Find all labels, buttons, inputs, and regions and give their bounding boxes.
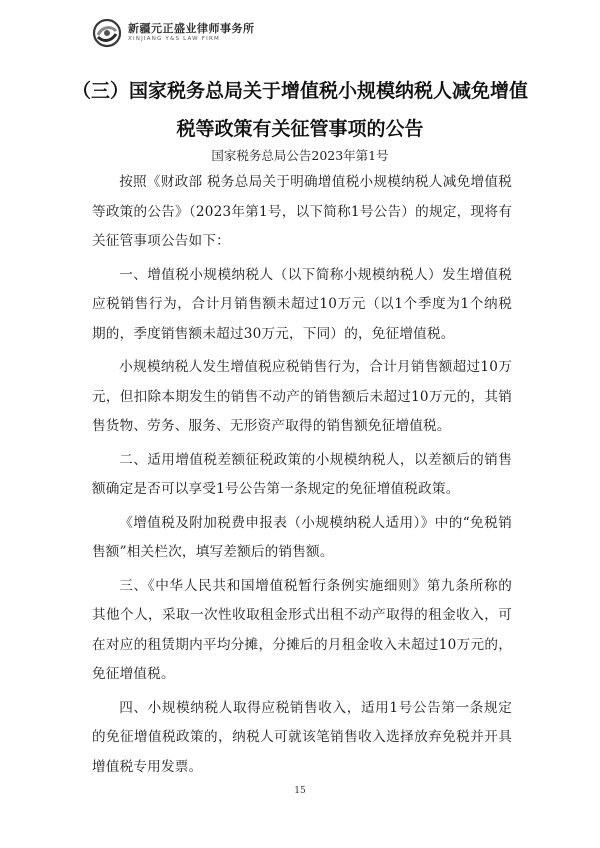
paragraph-item-1: 一、增值税小规模纳税人（以下简称小规模纳税人）发生增值税应税销售行为，合计月销售额未超过10万元（以1个季度为1个纳税期的，季度销售额未超过30万元，下同）的，免征增值税。 xyxy=(92,266,512,342)
page-number: 15 xyxy=(294,786,306,796)
firm-header xyxy=(92,16,255,50)
firm-logo-icon xyxy=(92,18,122,48)
firm-name-en: XINJIANG Y&S LAW FIRM xyxy=(128,36,220,43)
issuer-line: 国家税务总局公告2023年第1号 xyxy=(211,148,389,163)
paragraph-item-2: 二、适用增值税差额征税政策的小规模纳税人，以差额后的销售额确定是否可以享受1号公告第一条规定的免征增值税政策。 xyxy=(92,451,512,497)
paragraph-item-4: 四、小规模纳税人取得应税销售收入，适用1号公告第一条规定的免征增值税政策的，纳税人可就该笔销售收入选择放弃免税并开具增值税专用发票。 xyxy=(92,699,512,775)
paragraph-item-3: 三、《中华人民共和国增值税暂行条例实施细则》第九条所称的其他个人，采取一次性收取租金形式出租不动产取得的租金收入，可在对应的租赁期内平均分摊，分摊后的月租金收入未超过10万元的，免征增值税。 xyxy=(92,577,512,682)
document-title: （三）国家税务总局关于增值税小规模纳税人减免增值税等政策有关征管事项的公告 xyxy=(71,80,528,140)
paragraph-item-1-supplement: 小规模纳税人发生增值税应税销售行为，合计月销售额超过10万元，但扣除本期发生的销售不动产的销售额后未超过10万元的，其销售货物、劳务、服务、无形资产取得的销售额免征增值税。 xyxy=(92,359,512,434)
firm-name-block xyxy=(128,23,255,43)
paragraph-intro: 按照《财政部 税务总局关于明确增值税小规模纳税人减免增值税等政策的公告》（2023年第1号，以下简称1号公告）的规定，现将有关征管事项公告如下： xyxy=(92,174,512,249)
paragraph-item-2-supplement: 《增值税及附加税费申报表（小规模纳税人适用）》中的“免税销售额”相关栏次，填写差额后的销售额。 xyxy=(92,514,512,560)
firm-name-cn: 新疆元正盛业律师事务所 xyxy=(128,22,255,36)
document-body xyxy=(92,168,512,786)
